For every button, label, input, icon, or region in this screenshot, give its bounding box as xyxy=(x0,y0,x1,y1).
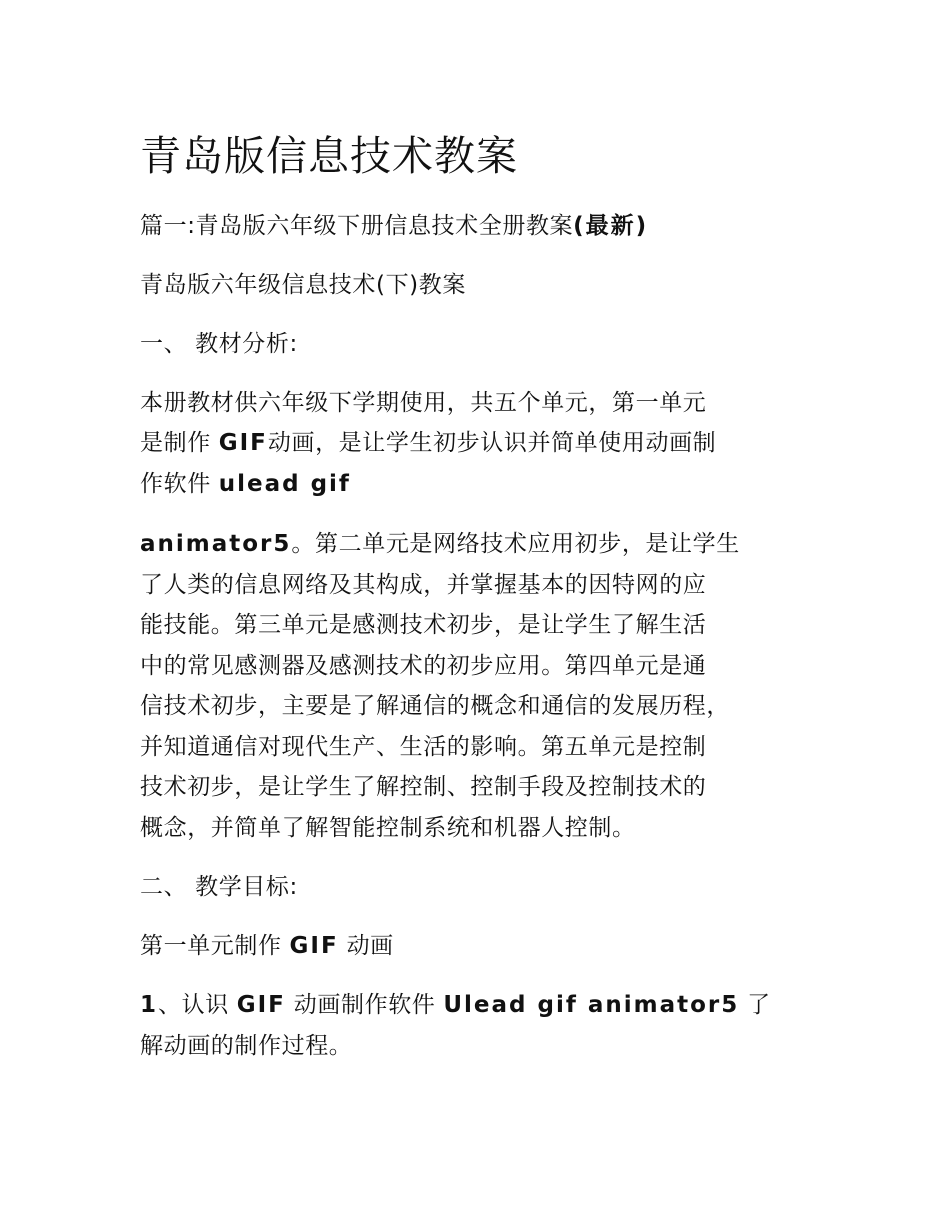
paragraph-line xyxy=(140,428,716,458)
text-run: 。第二单元是网络技术应用初步，是让学生 xyxy=(291,531,740,557)
paragraph-line: 本册教材供六年级下学期使用，共五个单元，第一单元 xyxy=(140,390,707,416)
course-title: 青岛版六年级信息技术(下)教案 xyxy=(140,272,466,298)
term-software-version: animator5 xyxy=(140,531,292,557)
paragraph-line: 信技术初步，主要是了解通信的概念和通信的发展历程， xyxy=(140,693,730,719)
unit-heading xyxy=(140,931,394,961)
list-item-continuation: 解动画的制作过程。 xyxy=(140,1033,353,1059)
subtitle-text: 篇一:青岛版六年级下册信息技术全册教案 xyxy=(140,213,574,239)
text-run: 动画制作软件 xyxy=(285,992,444,1018)
text-run: 作软件 xyxy=(140,471,219,497)
paragraph-line: 了人类的信息网络及其构成，并掌握基本的因特网的应 xyxy=(140,572,707,598)
paragraph-line: 概念，并简单了解智能控制系统和机器人控制。 xyxy=(140,815,636,841)
subtitle-latest-tag: (最新) xyxy=(573,213,649,239)
paragraph-line: 并知道通信对现代生产、生活的影响。第五单元是控制 xyxy=(140,734,707,760)
subtitle-line xyxy=(140,211,648,241)
section-heading-objectives: 二、 教学目标: xyxy=(140,874,298,900)
term-gif: GIF xyxy=(289,933,339,959)
term-software-name: ulead gif xyxy=(218,471,351,497)
term-software-full-name: Ulead gif animator5 xyxy=(443,992,740,1018)
term-gif: GIF xyxy=(236,992,286,1018)
list-item xyxy=(140,990,771,1020)
term-gif: GIF xyxy=(218,430,268,456)
text-run: 、认识 xyxy=(158,992,237,1018)
item-number: 1 xyxy=(140,992,159,1018)
section-heading-materials: 一、 教材分析: xyxy=(140,331,298,357)
text-run: 第一单元制作 xyxy=(140,933,290,959)
paragraph-line: 中的常见感测器及感测技术的初步应用。第四单元是通 xyxy=(140,653,707,679)
document-title: 青岛版信息技术教案 xyxy=(140,132,518,180)
paragraph-line: 技术初步，是让学生了解控制、控制手段及控制技术的 xyxy=(140,774,707,800)
text-run: 是制作 xyxy=(140,430,219,456)
text-run: 动画 xyxy=(338,933,394,959)
text-run: 动画，是让学生初步认识并简单使用动画制 xyxy=(267,430,717,456)
paragraph-line: 能技能。第三单元是感测技术初步，是让学生了解生活 xyxy=(140,612,707,638)
paragraph-line xyxy=(140,529,740,559)
paragraph-line xyxy=(140,469,351,499)
text-run: 了 xyxy=(739,992,771,1018)
